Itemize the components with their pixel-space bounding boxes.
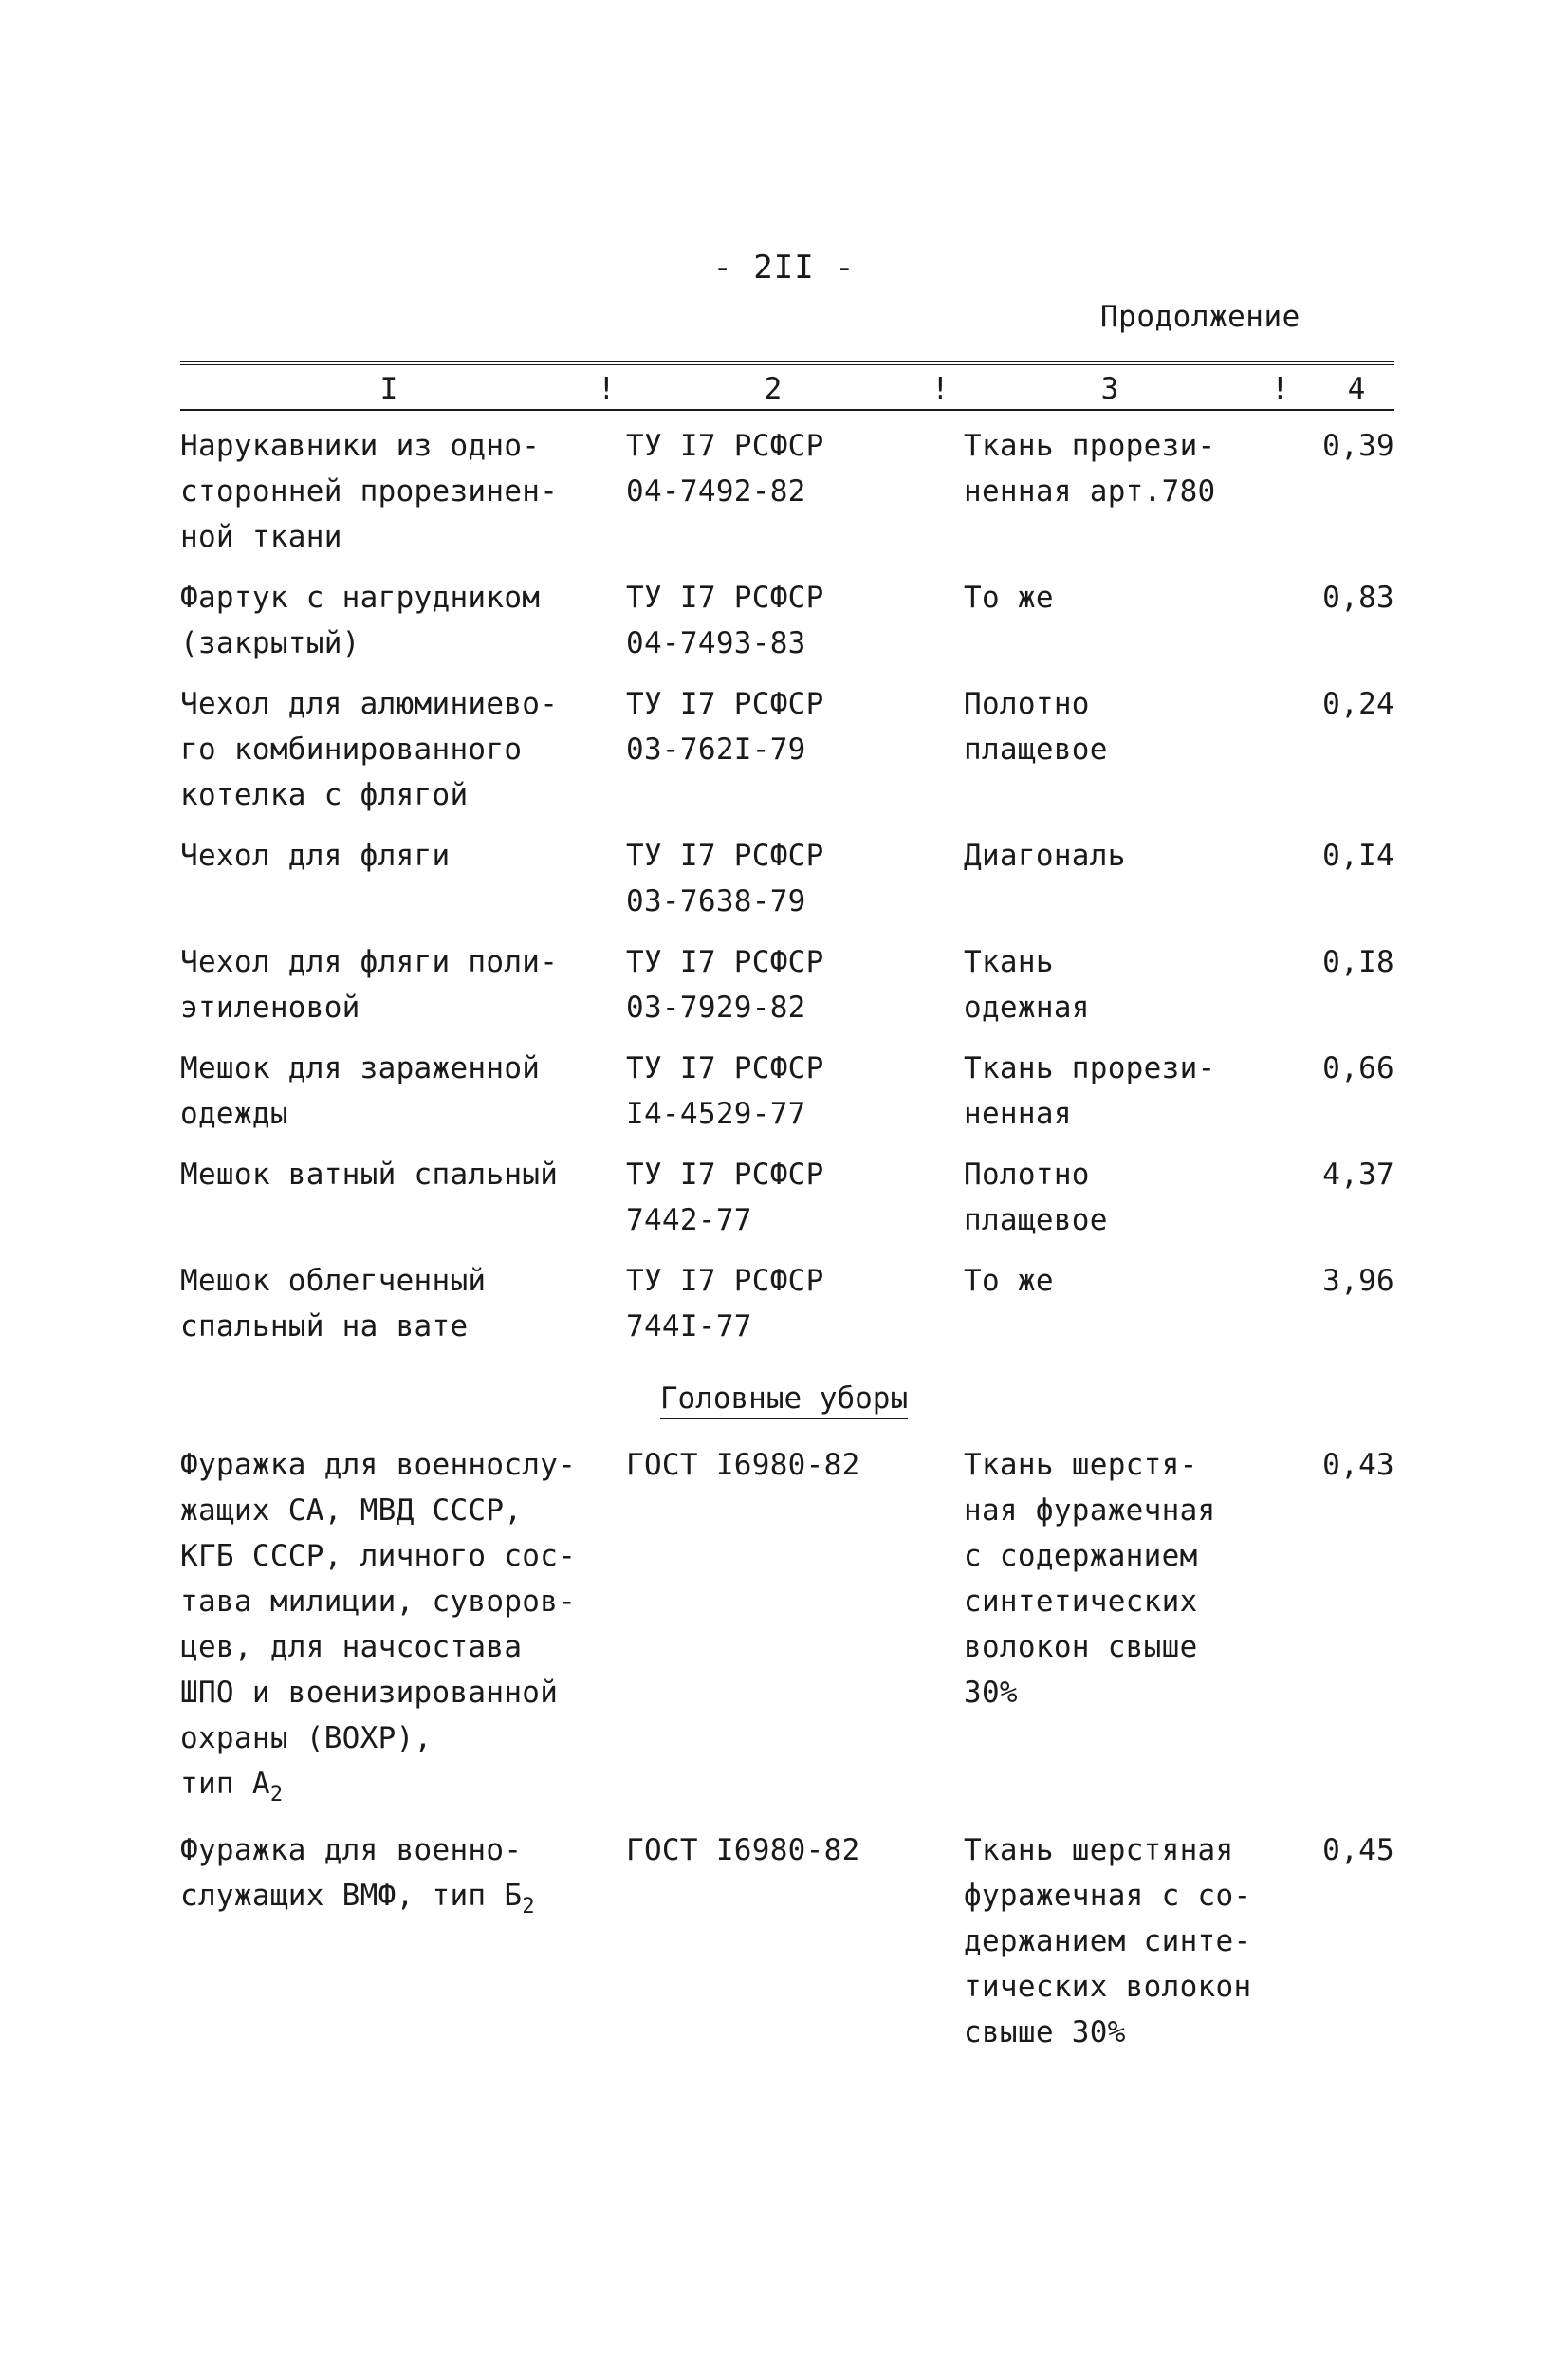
item-value: 0,I8	[1322, 945, 1394, 979]
item-name-text: Фуражка для военно- служащих ВМФ, тип Б	[180, 1833, 523, 1913]
item-material: Ткань прорези- ненная	[964, 1051, 1216, 1131]
item-value: 0,39	[1322, 429, 1394, 463]
item-name: Мешок облегченный спальный на вате	[180, 1264, 487, 1344]
item-material: Ткань шерстяная фуражечная с со- держанием синте- тических волокон свыше 30%	[964, 1833, 1252, 2049]
item-value: 0,43	[1322, 1448, 1394, 1482]
item-material: Ткань шерстя- ная фуражечная с содержанием синтетических волокон свыше 30%	[964, 1448, 1216, 1710]
item-material: То же	[964, 581, 1054, 615]
item-material: Диагональ	[964, 839, 1126, 873]
item-value: 0,66	[1322, 1051, 1394, 1085]
column-header-3: 3	[1100, 372, 1119, 406]
item-standard: ТУ I7 РСФСР 7442-77	[626, 1158, 824, 1237]
column-header-4: 4	[1347, 372, 1366, 406]
item-standard: ГОСТ I6980-82	[626, 1833, 860, 1867]
item-name: Фартук с нагрудником (закрытый)	[180, 581, 541, 660]
item-material: Ткань прорези- ненная арт.780	[964, 429, 1216, 509]
continuation-label: Продолжение	[1100, 300, 1301, 334]
item-material: Полотно плащевое	[964, 687, 1108, 767]
item-name: Чехол для алюминиево- го комбинированного котелка с флягой	[180, 687, 559, 812]
item-name	[180, 1442, 607, 1818]
column-separator: !	[932, 372, 950, 406]
item-material: Ткань одежная	[964, 945, 1090, 1025]
section-title-text: Головные уборы	[660, 1381, 908, 1419]
item-standard: ТУ I7 РСФСР 03-762I-79	[626, 687, 824, 767]
item-standard: ТУ I7 РСФСР I4-4529-77	[626, 1051, 824, 1131]
item-standard: ТУ I7 РСФСР 744I-77	[626, 1264, 824, 1344]
item-value: 0,83	[1322, 581, 1394, 615]
item-name-subscript: 2	[522, 1895, 535, 1918]
item-name: Чехол для фляги поли- этиленовой	[180, 945, 559, 1025]
table-header-rule	[180, 409, 1394, 411]
item-name: Мешок ватный спальный	[180, 1158, 559, 1192]
item-standard: ТУ I7 РСФСР 04-7492-82	[626, 429, 824, 509]
item-name-text: Фуражка для военнослу- жащих СА, МВД СССР, КГБ СССР, личного сос- тава милиции, суворов- цев, для начсостава ШПО и военизированной охраны (ВОХР), тип А	[180, 1448, 577, 1801]
item-name: Нарукавники из одно- сторонней прорезинен- ной ткани	[180, 429, 559, 554]
column-header-1: I	[379, 372, 398, 406]
item-standard: ТУ I7 РСФСР 04-7493-83	[626, 581, 824, 660]
item-name-subscript: 2	[269, 1783, 284, 1807]
item-value: 0,45	[1322, 1833, 1394, 1867]
item-material: То же	[964, 1264, 1054, 1298]
item-standard: ТУ I7 РСФСР 03-7638-79	[626, 839, 824, 918]
column-separator: !	[598, 372, 616, 406]
section-title	[0, 1381, 1568, 1416]
page-number: - 2II -	[712, 249, 856, 287]
item-value: 0,24	[1322, 687, 1394, 721]
column-separator: !	[1271, 372, 1289, 406]
item-value: 0,I4	[1322, 839, 1394, 873]
item-standard: ГОСТ I6980-82	[626, 1448, 860, 1482]
item-name: Мешок для зараженной одежды	[180, 1051, 541, 1131]
item-material: Полотно плащевое	[964, 1158, 1108, 1237]
column-header-2: 2	[764, 372, 783, 406]
table-top-rule	[180, 361, 1394, 362]
item-value: 4,37	[1322, 1158, 1394, 1192]
item-name: Чехол для фляги	[180, 839, 451, 873]
item-name	[180, 1827, 607, 1930]
item-value: 3,96	[1322, 1264, 1394, 1298]
table-top-rule-thin	[180, 364, 1394, 365]
item-standard: ТУ I7 РСФСР 03-7929-82	[626, 945, 824, 1025]
